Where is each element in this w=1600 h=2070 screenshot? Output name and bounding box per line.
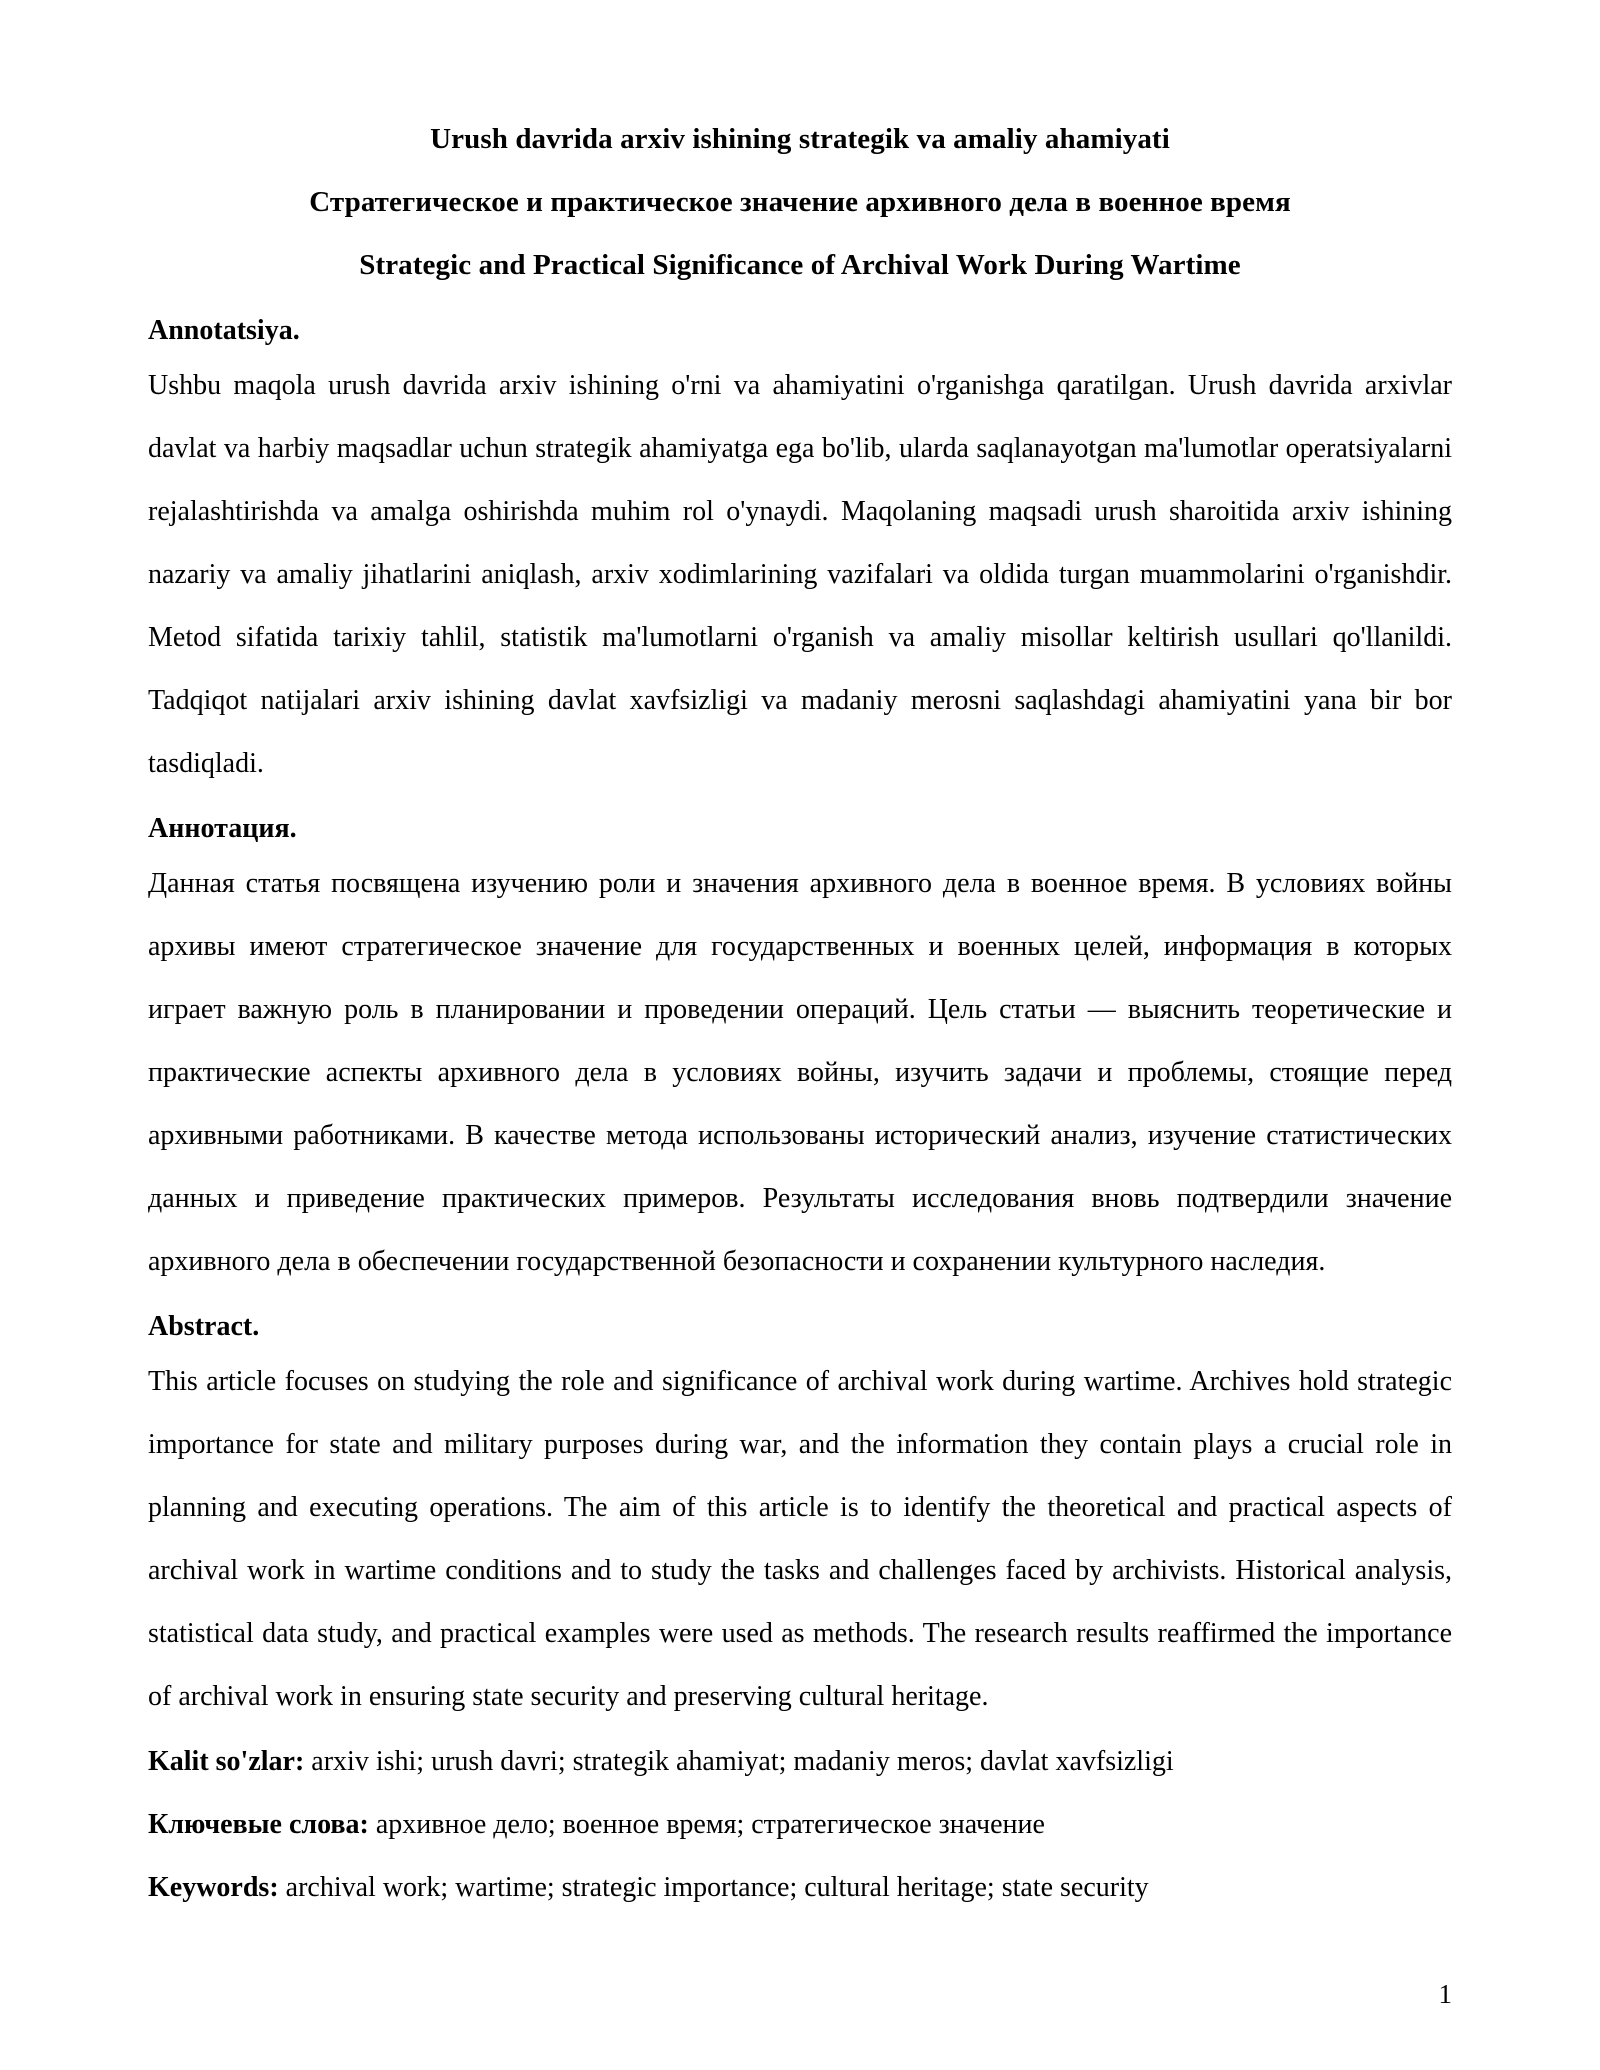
keywords-english	[148, 1858, 1452, 1917]
abstract-section-english	[148, 1309, 1452, 1728]
abstract-section-russian	[148, 811, 1452, 1293]
keywords-english-value: archival work; wartime; strategic importance; cultural heritage; state security	[278, 1872, 1149, 1903]
title-english: Strategic and Practical Significance of Archival Work During Wartime	[359, 249, 1241, 281]
keywords-block	[148, 1732, 1452, 1917]
title-uzbek: Urush davrida arxiv ishining strategik va amaliy ahamiyati	[430, 123, 1170, 155]
heading-annotatsiya: Annotatsiya.	[148, 315, 300, 346]
heading-abstract: Abstract.	[148, 1311, 260, 1342]
keywords-russian	[148, 1795, 1452, 1854]
abstract-section-uzbek	[148, 313, 1452, 795]
keywords-english-label: Keywords:	[148, 1872, 279, 1903]
heading-annotaciya: Аннотация.	[148, 813, 297, 844]
page-number: 1	[1438, 1979, 1452, 2009]
keywords-uzbek	[148, 1732, 1452, 1791]
keywords-russian-label: Ключевые слова:	[148, 1809, 369, 1840]
keywords-uzbek-value: arxiv ishi; urush davri; strategik ahamiyat; madaniy meros; davlat xavfsizligi	[304, 1746, 1174, 1777]
keywords-russian-value: архивное дело; военное время; стратегическое значение	[368, 1809, 1045, 1840]
title-russian: Стратегическое и практическое значение архивного дела в военное время	[309, 186, 1291, 218]
abstract-body-russian: Данная статья посвящена изучению роли и значения архивного дела в военное время. В условиях войны архивы имеют стратегическое значение для государственных и военных целей, информация в которых играет важную роль в планировании и проведении операций. Цель статьи — выяснить теоретические и практические аспекты архивного дела в условиях войны, изучить задачи и проблемы, стоящие перед архивными работниками. В качестве метода использованы исторический анализ, изучение статистических данных и приведение практических примеров. Результаты исследования вновь подтвердили значение архивного дела в обеспечении государственной безопасности и сохранении культурного наследия.	[148, 868, 1452, 1277]
title-block	[148, 108, 1452, 297]
abstract-body-english: This article focuses on studying the role and significance of archival work during wartime. Archives hold strategic importance for state and military purposes during war, and the information they contain plays a crucial role in planning and executing operations. The aim of this article is to identify the theoretical and practical aspects of archival work in wartime conditions and to study the tasks and challenges faced by archivists. Historical analysis, statistical data study, and practical examples were used as methods. The research results reaffirmed the importance of archival work in ensuring state security and preserving cultural heritage.	[148, 1366, 1452, 1712]
abstract-body-uzbek: Ushbu maqola urush davrida arxiv ishining o'rni va ahamiyatini o'rganishga qaratilgan. Urush davrida arxivlar davlat va harbiy maqsadlar uchun strategik ahamiyatga ega bo'lib, ularda saqlanayotgan ma'lumotlar operatsiyalarni rejalashtirishda va amalga oshirishda muhim rol o'ynaydi. Maqolaning maqsadi urush sharoitida arxiv ishining nazariy va amaliy jihatlarini aniqlash, arxiv xodimlarining vazifalari va oldida turgan muammolarini o'rganishdir. Metod sifatida tarixiy tahlil, statistik ma'lumotlarni o'rganish va amaliy misollar keltirish usullari qo'llanildi. Tadqiqot natijalari arxiv ishining davlat xavfsizligi va madaniy merosni saqlashdagi ahamiyatini yana bir bor tasdiqladi.	[148, 370, 1452, 779]
keywords-uzbek-label: Kalit so'zlar:	[148, 1746, 305, 1777]
